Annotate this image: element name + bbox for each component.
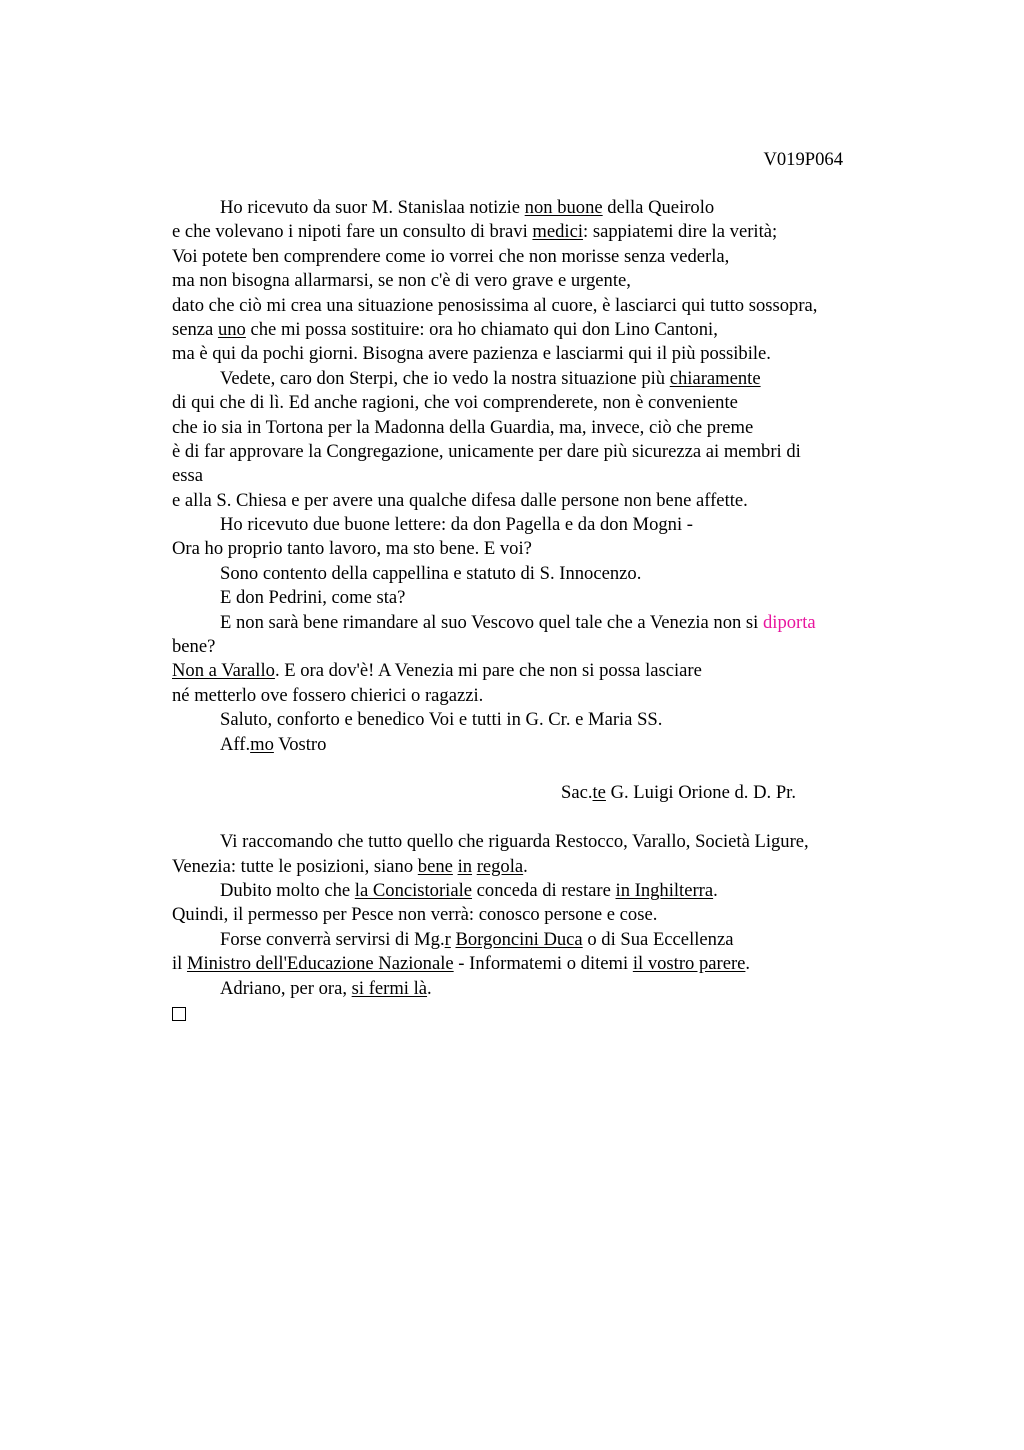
text-line: Dubito molto che la Concistoriale conceda di restare in Inghilterra. (220, 879, 718, 901)
text-line: Ho ricevuto da suor M. Stanislaa notizie non buone della Queirolo (220, 197, 715, 218)
text-line: Voi potete ben comprendere come io vorrei che non morisse senza vederla, (172, 245, 730, 267)
text-line: E don Pedrini, come sta? (220, 587, 406, 609)
text-line: che io sia in Tortona per la Madonna della Guardia, ma, invece, ciò che preme (172, 416, 754, 438)
blank-line (172, 757, 892, 781)
text-line: il Ministro dell'Educazione Nazionale - Informatemi o ditemi il vostro parere. (172, 953, 751, 975)
text-line: Non a Varallo. E ora dov'è! A Venezia mi pare che non si possa lasciare (172, 660, 702, 682)
highlighted-word: diporta (763, 611, 816, 633)
text-line: Venezia: tutte le posizioni, siano bene in regola. (172, 855, 528, 877)
text-line: e alla S. Chiesa e per avere una qualche difesa dalle persone non bene affette. (172, 489, 748, 511)
text-line: Forse converrà servirsi di Mg.r Borgoncini Duca o di Sua Eccellenza (220, 928, 734, 950)
text-line: Ho ricevuto due buone lettere: da don Pagella e da don Mogni - (220, 514, 693, 536)
text-line: né metterlo ove fossero chierici o ragazzi. (172, 684, 484, 706)
blank-line (172, 806, 892, 830)
text-line: ma è qui da pochi giorni. Bisogna avere pazienza e lasciarmi qui il più possibile. (172, 343, 771, 365)
text-line: Vi raccomando che tutto quello che riguarda Restocco, Varallo, Società Ligure, (220, 831, 809, 853)
square-box-icon (172, 1007, 186, 1021)
text-line: è di far approvare la Congregazione, unicamente per dare più sicurezza ai membri di (172, 440, 801, 462)
text-line: e che volevano i nipoti fare un consulto di bravi medici: sappiatemi dire la verità; (172, 221, 778, 243)
text-line: senza uno che mi possa sostituire: ora ho chiamato qui don Lino Cantoni, (172, 318, 718, 340)
page-code: V019P064 (763, 149, 843, 170)
text-line: E non sarà bene rimandare al suo Vescovo quel tale che a Venezia non si diporta (220, 611, 816, 633)
text-line: essa (172, 465, 203, 487)
text-line: ma non bisogna allarmarsi, se non c'è di vero grave e urgente, (172, 270, 631, 292)
text-line: Ora ho proprio tanto lavoro, ma sto bene. E voi? (172, 538, 532, 560)
text-line: bene? (172, 636, 216, 658)
end-marker (172, 1001, 892, 1025)
text-line: di qui che di lì. Ed anche ragioni, che voi comprenderete, non è conveniente (172, 392, 738, 414)
text-line: Adriano, per ora, si fermi là. (220, 977, 432, 999)
text-line: dato che ciò mi crea una situazione penosissima al cuore, è lasciarci qui tutto sossopra, (172, 294, 818, 316)
letter-body (172, 196, 892, 1025)
signature: Sac.te G. Luigi Orione d. D. Pr. (561, 782, 796, 804)
text-line: Quindi, il permesso per Pesce non verrà: conosco persone e cose. (172, 904, 658, 926)
text-line: Sono contento della cappellina e statuto di S. Innocenzo. (220, 562, 642, 584)
closing-line: Aff.mo Vostro (220, 733, 327, 755)
text-line: Vedete, caro don Sterpi, che io vedo la nostra situazione più chiaramente (220, 367, 761, 389)
text-line: Saluto, conforto e benedico Voi e tutti in G. Cr. e Maria SS. (220, 709, 663, 731)
